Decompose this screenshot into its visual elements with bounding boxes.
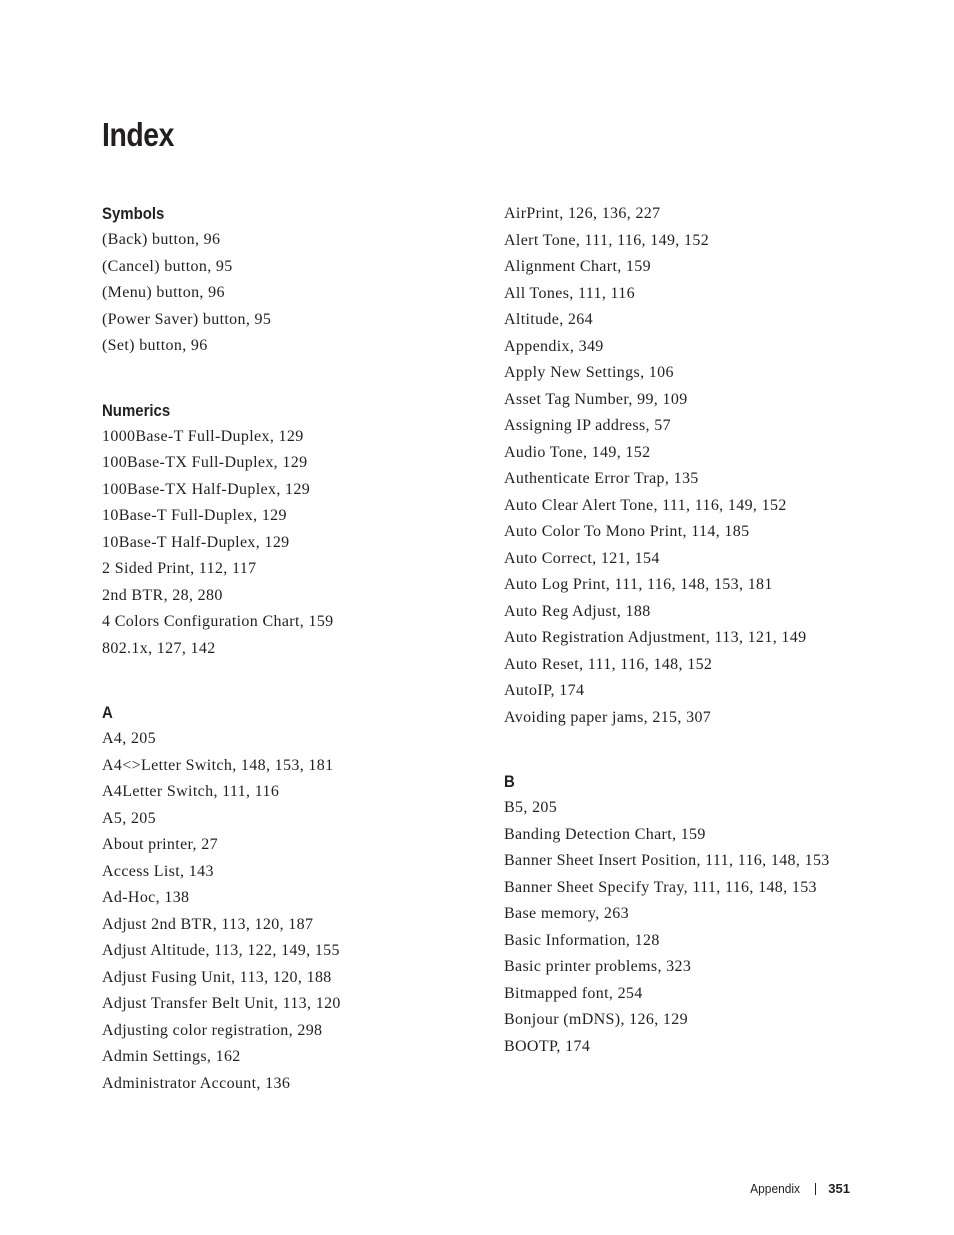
index-entry: Adjusting color registration, 298 <box>102 1021 323 1039</box>
index-entry: 802.1x, 127, 142 <box>102 639 216 657</box>
index-entry: A4<>Letter Switch, 148, 153, 181 <box>102 756 334 774</box>
index-entry: 10Base-T Half-Duplex, 129 <box>102 533 290 551</box>
index-entry: 10Base-T Full-Duplex, 129 <box>102 507 287 524</box>
index-entry: Banding Detection Chart, 159 <box>504 825 706 843</box>
index-entry: (Set) button, 96 <box>102 337 208 354</box>
index-entry: 100Base-TX Half-Duplex, 129 <box>102 480 311 498</box>
index-entry: 4 Colors Configuration Chart, 159 <box>102 613 334 630</box>
index-entry: Asset Tag Number, 99, 109 <box>504 390 688 408</box>
index-entry: Alert Tone, 111, 116, 149, 152 <box>504 231 710 249</box>
index-entry: 1000Base-T Full-Duplex, 129 <box>102 427 304 445</box>
index-entry: A4, 205 <box>102 730 157 747</box>
page-title: Index <box>102 116 174 153</box>
index-entry: Administrator Account, 136 <box>102 1074 291 1092</box>
index-entry-list <box>504 201 924 731</box>
section-heading: A <box>102 703 113 722</box>
index-entry: All Tones, 111, 116 <box>504 284 636 302</box>
index-entry: B5, 205 <box>504 799 558 816</box>
index-entry: Auto Correct, 121, 154 <box>504 549 660 567</box>
index-entry: Auto Reg Adjust, 188 <box>504 602 651 620</box>
index-entry: 2 Sided Print, 112, 117 <box>102 560 257 577</box>
index-entry: A5, 205 <box>102 809 157 827</box>
index-entry: (Menu) button, 96 <box>102 284 225 301</box>
index-entry: (Back) button, 96 <box>102 231 221 248</box>
index-entry: Auto Clear Alert Tone, 111, 116, 149, 152 <box>504 496 787 514</box>
index-entry: AirPrint, 126, 136, 227 <box>504 205 661 222</box>
section-heading: Symbols <box>102 204 165 223</box>
index-entry: Access List, 143 <box>102 862 214 880</box>
index-section <box>102 201 482 360</box>
index-entry-list <box>504 795 924 1060</box>
index-column-right <box>504 201 924 1060</box>
index-entry: A4Letter Switch, 111, 116 <box>102 783 280 800</box>
index-entry: Auto Log Print, 111, 116, 148, 153, 181 <box>504 576 773 593</box>
index-column-left <box>102 201 482 1097</box>
section-heading: Numerics <box>102 400 171 420</box>
index-entry: Admin Settings, 162 <box>102 1048 241 1065</box>
index-entry: Bonjour (mDNS), 126, 129 <box>504 1011 688 1028</box>
index-entry: Assigning IP address, 57 <box>504 417 671 434</box>
section-heading: B <box>504 772 515 791</box>
page-footer <box>748 1180 850 1198</box>
index-entry: Ad-Hoc, 138 <box>102 889 190 906</box>
index-entry: Banner Sheet Specify Tray, 111, 116, 148, 153 <box>504 878 817 896</box>
index-entry: BOOTP, 174 <box>504 1037 591 1055</box>
index-entry: Apply New Settings, 106 <box>504 364 674 381</box>
page-number: 351 <box>828 1181 850 1196</box>
index-section <box>102 398 482 663</box>
index-entry: Bitmapped font, 254 <box>504 984 643 1002</box>
index-entry: Alignment Chart, 159 <box>504 258 651 275</box>
index-entry: Appendix, 349 <box>504 337 604 355</box>
index-entry: Avoiding paper jams, 215, 307 <box>504 708 712 726</box>
index-entry: Adjust Transfer Belt Unit, 113, 120 <box>102 995 341 1012</box>
index-entry: Adjust 2nd BTR, 113, 120, 187 <box>102 915 314 933</box>
index-entry-list <box>102 424 482 663</box>
index-entry: Banner Sheet Insert Position, 111, 116, 148, 153 <box>504 852 830 869</box>
index-entry: AutoIP, 174 <box>504 682 585 699</box>
index-entry: About printer, 27 <box>102 836 218 853</box>
index-entry: Adjust Altitude, 113, 122, 149, 155 <box>102 942 340 959</box>
index-entry: 2nd BTR, 28, 280 <box>102 586 223 604</box>
footer-divider <box>815 1183 816 1195</box>
index-entry: (Power Saver) button, 95 <box>102 310 272 328</box>
index-entry: Basic printer problems, 323 <box>504 958 692 975</box>
footer-section-name: Appendix <box>750 1181 801 1196</box>
index-entry: (Cancel) button, 95 <box>102 257 233 275</box>
index-entry: Audio Tone, 149, 152 <box>504 443 651 461</box>
index-section <box>504 769 924 1060</box>
index-entry: Auto Registration Adjustment, 113, 121, 149 <box>504 629 807 646</box>
index-entry: 100Base-TX Full-Duplex, 129 <box>102 454 308 471</box>
index-entry: Adjust Fusing Unit, 113, 120, 188 <box>102 968 332 986</box>
index-entry-list <box>102 227 482 360</box>
index-entry: Basic Information, 128 <box>504 931 660 949</box>
index-section <box>504 201 924 731</box>
index-entry-list <box>102 726 482 1097</box>
index-entry: Authenticate Error Trap, 135 <box>504 470 699 487</box>
index-entry: Altitude, 264 <box>504 311 593 328</box>
index-entry: Auto Reset, 111, 116, 148, 152 <box>504 655 713 673</box>
index-entry: Base memory, 263 <box>504 905 629 922</box>
index-section <box>102 700 482 1097</box>
index-entry: Auto Color To Mono Print, 114, 185 <box>504 523 750 540</box>
